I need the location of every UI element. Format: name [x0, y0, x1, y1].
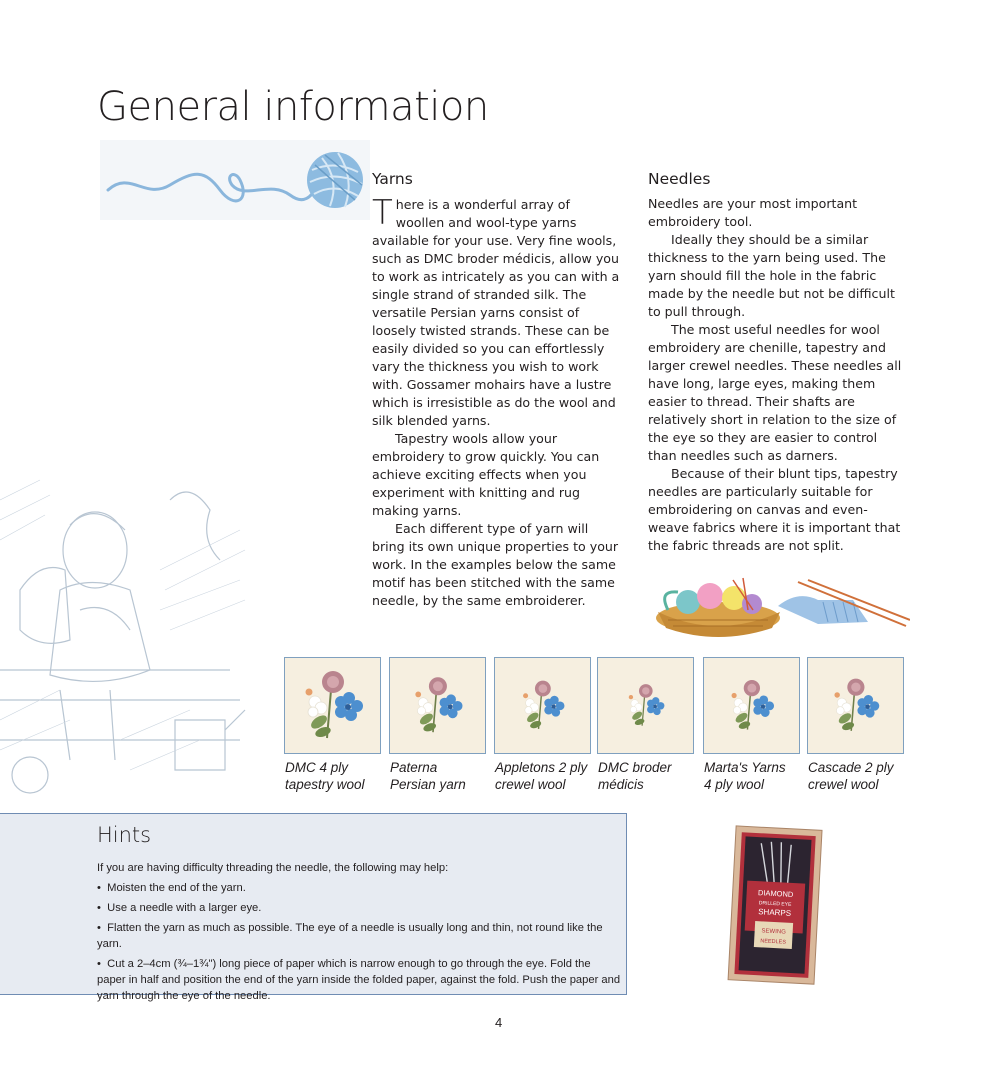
packet-brand-2: DRILLED EYE [758, 900, 792, 908]
sample-caption-line-1: DMC 4 ply [285, 760, 349, 775]
yarns-heading: Yarns [372, 170, 413, 188]
sample-thumbnail [807, 657, 904, 754]
needles-heading: Needles [648, 170, 711, 188]
sample-caption-line-2: crewel wool [495, 777, 566, 792]
sample-caption-line-1: Cascade 2 ply [808, 760, 894, 775]
sample-caption-line-2: tapestry wool [285, 777, 365, 792]
yarn-basket-illustration [648, 570, 910, 642]
hint-item-1: • Moisten the end of the yarn. [97, 882, 246, 894]
page-title: General information [97, 84, 489, 130]
yarns-text [372, 193, 622, 610]
sample-thumbnail [494, 657, 591, 754]
flower-embroidery [285, 658, 380, 753]
hints-title: Hints [97, 823, 152, 847]
packet-label-2: NEEDLES [760, 938, 787, 946]
sample-caption-line-1: Appletons 2 ply [495, 760, 588, 775]
hint-item-2: • Use a needle with a larger eye. [97, 902, 262, 914]
sample-caption [598, 759, 698, 793]
needles-paragraph-2: Ideally they should be a similar thickness to the yarn being used. The yarn should fill the hole in the fabric made by the needle but not be difficult to pull through. [648, 232, 895, 319]
hints-intro: If you are having difficulty threading the needle, the following may help: [97, 862, 449, 874]
packet-brand-3: SHARPS [757, 907, 792, 918]
sample-caption [495, 759, 595, 793]
sample-caption [704, 759, 804, 793]
sample-caption [808, 759, 908, 793]
sample-thumbnail [389, 657, 486, 754]
flower-embroidery [598, 658, 693, 753]
sample-thumbnail [284, 657, 381, 754]
hint-item-4: • Cut a 2–4cm (¾–1¾") long piece of paper which is narrow enough to go through the eye. Fold the paper in half and position the end of the yarn inside the folded paper, against the fold. Push the paper and yarn through the eye of the needle. [97, 958, 621, 1002]
dropcap: T [372, 193, 393, 233]
hints-content [97, 860, 622, 1004]
sample-caption-line-2: Persian yarn [390, 777, 466, 792]
sample-thumbnail [597, 657, 694, 754]
sample-caption-line-2: 4 ply wool [704, 777, 765, 792]
flower-embroidery [495, 658, 590, 753]
needles-paragraph-3: The most useful needles for wool embroidery are chenille, tapestry and larger crewel needles. These needles all have long, large eyes, making them easier to thread. Their shafts are relatively short in relation to the size of the eye so they are easier to control than needles such as darners. [648, 322, 902, 463]
sample-caption-line-1: Paterna [390, 760, 438, 775]
yarns-paragraph-3: Each different type of yarn will bring its own unique properties to your work. In the examples below the same motif has been stitched with the same needle, by the same embroiderer. [372, 521, 619, 608]
yarns-paragraph-1-text: here is a wonderful array of woollen and wool-type yarns available for your use. Very fine wools, such as DMC broder médicis, allow you to work as intricately as you can with a single strand of stranded silk. The versatile Persian yarns consist of loosely twisted strands. These can be easily divided so you can effortlessly vary the thickness you wish to work with. Gossamer mohairs have a lustre which is irresistible as do the wool and silk blended yarns. [372, 197, 620, 428]
hint-item-1-text: Moisten the end of the yarn. [107, 882, 246, 894]
sample-thumbnail [703, 657, 800, 754]
flower-embroidery [808, 658, 903, 753]
sample-caption [285, 759, 385, 793]
yarns-paragraph-1 [372, 193, 622, 430]
sample-caption [390, 759, 490, 793]
packet-label: SEWING [761, 928, 786, 936]
sample-caption-line-1: Marta's Yarns [704, 760, 786, 775]
sample-caption-line-2: médicis [598, 777, 644, 792]
flower-embroidery [704, 658, 799, 753]
hint-item-2-text: Use a needle with a larger eye. [107, 902, 262, 914]
yarns-paragraph-2: Tapestry wools allow your embroidery to grow quickly. You can achieve exciting effects when you experiment with knitting and rug making yarns. [372, 431, 600, 518]
page-number: 4 [495, 1015, 503, 1030]
sample-caption-line-1: DMC broder [598, 760, 672, 775]
flower-embroidery [390, 658, 485, 753]
needles-paragraph-1: Needles are your most important embroidery tool. [648, 196, 858, 229]
packet-brand-1: DIAMOND [757, 888, 794, 899]
vintage-girl-sketch [0, 440, 250, 810]
needle-packet-illustration [718, 822, 830, 990]
hint-item-3-text: Flatten the yarn as much as possible. The eye of a needle is usually long and thin, not round like the yarn. [97, 922, 603, 950]
sample-caption-line-2: crewel wool [808, 777, 879, 792]
hint-item-4-text: Cut a 2–4cm (¾–1¾") long piece of paper which is narrow enough to go through the eye. Fold the paper in half and position the end of the yarn inside the folded paper, against the fold. Push the paper and yarn through the eye of the needle. [97, 958, 621, 1002]
needles-paragraph-4: Because of their blunt tips, tapestry needles are particularly suitable for embroidering on canvas and even-weave fabrics where it is important that the fabric threads are not split. [648, 466, 901, 553]
yarn-ball-illustration [100, 140, 370, 220]
hint-item-3: • Flatten the yarn as much as possible. The eye of a needle is usually long and thin, not round like the yarn. [97, 922, 603, 950]
needles-text [648, 195, 903, 555]
